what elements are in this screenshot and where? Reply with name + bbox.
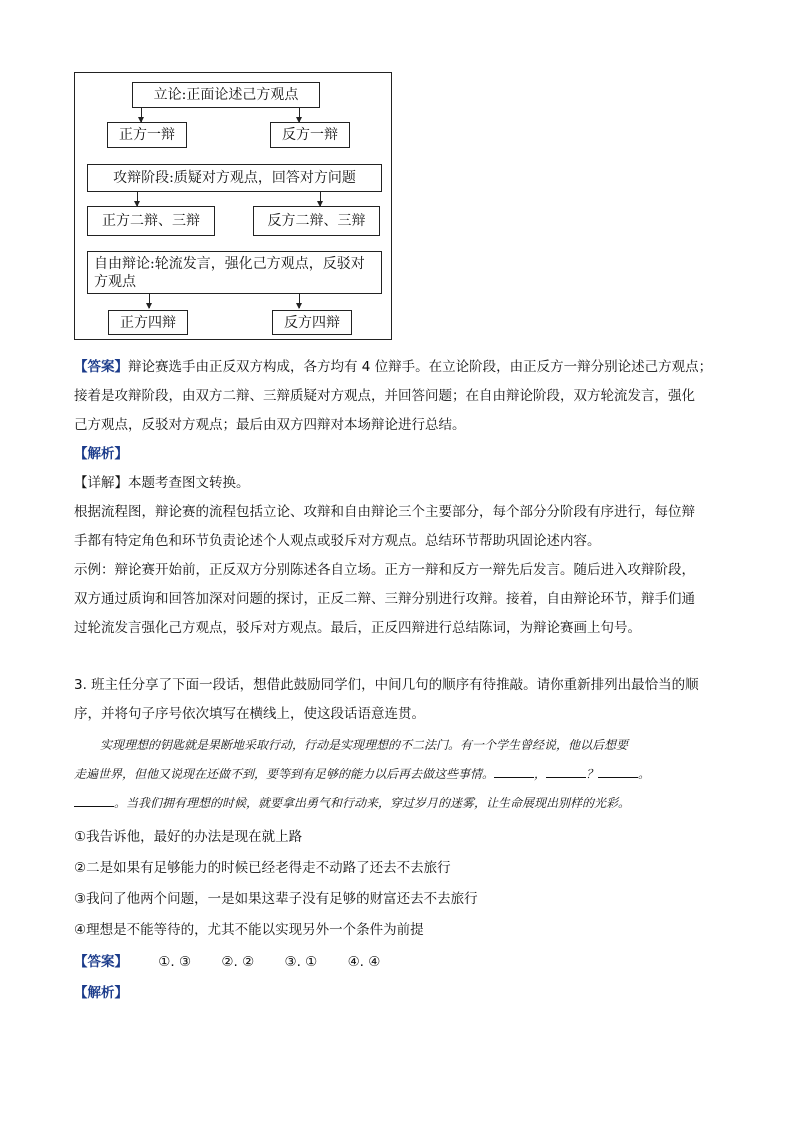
answer-blank-2[interactable]: [546, 764, 586, 778]
flow-box-pro-fourth: [108, 310, 188, 335]
q2-answer-line: [74, 353, 754, 382]
answer-blank-3[interactable]: [598, 764, 638, 778]
flow-arrow: [149, 294, 150, 308]
q2-para1-line1: 根据流程图，辩论赛的流程包括立论、攻辩和自由辩论三个主要部分，每个部分分阶段有序进行，每位辩: [74, 504, 695, 520]
flow-arrow: [141, 108, 142, 122]
answer-tag: 【答案】: [74, 359, 128, 375]
debate-flowchart: [74, 72, 392, 340]
flow-box-con-second-third-text: 反方二辩、三辩: [267, 213, 366, 229]
q3-answer-item-4: ④. ④: [347, 954, 381, 970]
q3-passage: [74, 731, 734, 818]
q3-stem: [74, 671, 754, 729]
q3-answer-item-1: ①. ③: [158, 954, 192, 970]
punct-comma: ，: [534, 767, 547, 781]
answer-blank-1[interactable]: [494, 764, 534, 778]
punct-period: 。: [638, 767, 651, 781]
flow-box-free-debate: [87, 251, 382, 294]
flow-box-con-first-text: 反方一辩: [282, 127, 338, 143]
q3-answer-item-2: ②. ②: [221, 954, 255, 970]
flow-box-con-first: [270, 122, 350, 148]
analysis-tag: 【解析】: [74, 446, 128, 462]
q2-answer-text-3: 己方观点，反驳对方观点；最后由双方四辩对本场辩论进行总结。: [74, 417, 466, 433]
flow-box-pro-second-third-text: 正方二辩、三辩: [102, 213, 200, 229]
q3-passage-text-c: 。当我们拥有理想的时候，就要拿出勇气和行动来，穿过岁月的迷雾，让生命展现出别样的光彩。: [114, 796, 631, 810]
flow-arrow: [137, 192, 138, 206]
flow-box-pro-first-text: 正方一辩: [119, 127, 175, 143]
flow-box-con-fourth: [272, 310, 352, 335]
answer-blank-4[interactable]: [74, 793, 114, 807]
flow-box-opening-text: 立论:正面论述己方观点: [153, 87, 299, 103]
flow-box-pro-first: [107, 122, 187, 148]
q2-detail-text: 本题考查图文转换。: [128, 475, 250, 491]
q3-passage-line1: [74, 731, 734, 760]
q3-option-1: ①我告诉他，最好的办法是现在就上路: [74, 829, 303, 845]
flow-box-free-debate-text: 自由辩论:轮流发言，强化己方观点，反驳对方观点: [94, 255, 365, 290]
flow-box-cross: [87, 164, 382, 192]
q3-passage-text-b: 走遍世界，但他又说现在还做不到，要等到有足够的能力以后再去做这些事情。: [74, 767, 495, 781]
q3-passage-text-a: 实现理想的钥匙就是果断地采取行动，行动是实现理想的不二法门。有一个学生曾经说，他以后想要: [100, 738, 629, 752]
q2-para1-line2: 手都有特定角色和环节负责论述个人观点或驳斥对方观点。总结环节帮助巩固论述内容。: [74, 533, 601, 549]
flow-box-con-fourth-text: 反方四辩: [284, 314, 340, 331]
q2-para2-line3: 过轮流发言强化己方观点，驳斥对方观点。最后，正反四辩进行总结陈词，为辩论赛画上句号。: [74, 620, 641, 636]
q3-passage-line2: [74, 760, 734, 789]
flow-box-pro-fourth-text: 正方四辩: [120, 314, 176, 331]
flow-arrow: [320, 192, 321, 206]
answer-tag: 【答案】: [74, 954, 128, 970]
q3-stem-line2: 序，并将句子序号依次填写在横线上，使这段话语意连贯。: [74, 706, 425, 722]
flow-box-cross-text: 攻辩阶段:质疑对方观点，回答对方问题: [113, 170, 356, 186]
q2-detail-line: [74, 469, 754, 498]
q2-answer-block: [74, 353, 754, 643]
q3-answer-item-3: ③. ①: [284, 954, 318, 970]
flow-box-con-second-third: [253, 206, 380, 236]
flow-box-pro-second-third: [87, 206, 215, 236]
q3-stem-line1: 3. 班主任分享了下面一段话，想借此鼓励同学们，中间几句的顺序有待推敲。请你重新排列出最恰当的顺: [74, 677, 699, 693]
q3-option-4: ④理想是不能等待的，尤其不能以实现另外一个条件为前提: [74, 922, 424, 938]
q3-option-3: ③我问了他两个问题，一是如果这辈子没有足够的财富还去不去旅行: [74, 891, 478, 907]
punct-question: ？: [586, 767, 599, 781]
q3-passage-line3: [74, 789, 734, 818]
flow-arrow: [299, 108, 300, 122]
analysis-tag: 【解析】: [74, 985, 128, 1001]
q2-answer-text-2: 接着是攻辩阶段，由双方二辩、三辩质疑对方观点，并回答问题；在自由辩论阶段，双方轮流发言，强化: [74, 388, 695, 404]
detail-tag: 【详解】: [74, 475, 128, 491]
q2-para2-line1: 示例：辩论赛开始前，正反双方分别陈述各自立场。正方一辩和反方一辩先后发言。随后进入攻辩阶段，: [74, 562, 695, 578]
q3-answer-line: [74, 952, 380, 972]
flow-arrow: [299, 294, 300, 308]
q2-answer-text-1: 辩论赛选手由正反双方构成，各方均有 4 位辩手。在立论阶段，由正反方一辩分别论述己方观点；: [128, 359, 713, 375]
flow-box-opening: [132, 82, 320, 108]
q2-para2-line2: 双方通过质询和回答加深对问题的探讨，正反二辩、三辩分别进行攻辩。接着，自由辩论环节，辩手们通: [74, 591, 695, 607]
q3-option-2: ②二是如果有足够能力的时候已经老得走不动路了还去不去旅行: [74, 860, 451, 876]
